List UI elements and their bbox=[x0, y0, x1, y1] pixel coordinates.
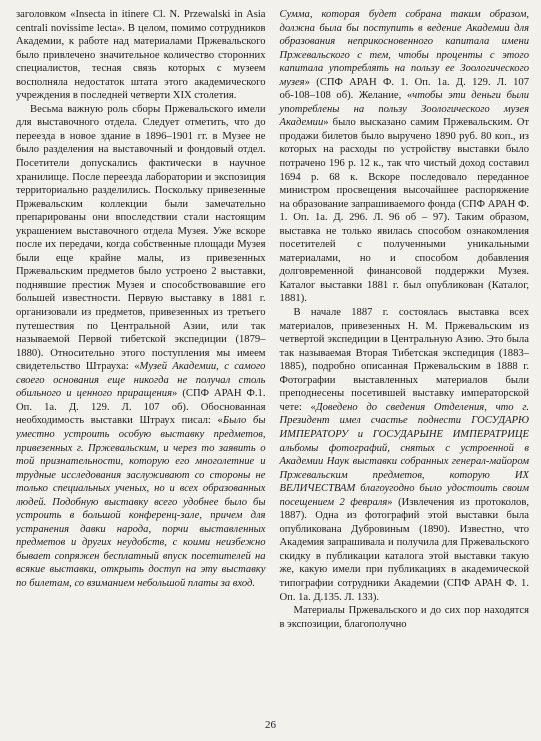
text-columns bbox=[16, 8, 529, 713]
body-text: » было высказано самим Пржевальским. От продажи билетов было выручено 1890 руб. 80 коп., из которых на расходы по устройству выставки было потрачено 196 р. 12 к., так что чистый доход составил 1694 р. 68 к. Вскоре последовало переданное министром просвещения высочайшее распоряжение на образование запрашиваемого фонда (СПФ АРАН Ф. 1. Оп. 1а. Д. 296. Л. 96 об – 97). Таким образом, выставка не только явилась способом ознакомления посетителей с полученными уникальными материалами, но и способом добавления долговременной финансовой поддержки Музея. Каталог выставки 1881 г. был опубликован (Каталог, 1881). bbox=[279, 117, 529, 305]
quoted-text: Доведено до сведения Отделения, что г. Президент имел счастье поднести ГОСУДАРЮ ИМПЕРАТОРУ и ГОСУДАРЫНЕ ИМПЕРАТРИЦЕ альбомы фотографий, снятых с устроенной в Академии Наук выставки собранных генерал-майором Пржевальским предметов, которую ИХ ВЕЛИЧЕСТВАМ благоугодно было удостоить своим посещением 2 февраля bbox=[279, 401, 529, 508]
body-text: Весьма важную роль сборы Пржевальского имели для выставочного отдела. Следует отметить, что до переезда в новое здание в 1896–1901 гг. в Музее не было разделения на выставочный и фондовый отдел. Посетители допускались фактически в научное хранилище. После переезда лаборатории и экспозиция территориально разделились. Поскольку привезенные Пржевальским коллекции были замечательно препарированы они впоследствии стали настоящим украшением выставочного отдела Музея. Уже вскоре после их передачи, когда собственные площади Музея были еще крайне малы, из привезенных Пржевальским предметов было устроено 2 выставки, поднявшие престиж Музея и способствовавшие его большей известности. Первую выставку в 1881 г. организовали из предметов, привезенных из третьего путешествия по Центральной Азии, или так называемой Первой тибетской экспедиции (1879–1880). Относительно этого поступления мы имеем свидетельство Штрауха: « bbox=[16, 103, 266, 373]
body-text: » (Извлечения из протоколов, 1887). Одна из фотографий этой выставки была опубликована Дубровиным (1890). Известно, что Академия запрашивала и получила для Пржевальского скидку в публикации каталога этой выставки такую же, какую имели при публикациях в академической типографии сотрудники Академии (СПФ АРАН Ф. 1. Оп. 1а. Д.135. Л. 133). bbox=[279, 496, 529, 603]
paragraph bbox=[16, 8, 266, 103]
paragraph bbox=[280, 306, 530, 604]
quoted-text: чтобы эти деньги были употреблены на пользу Зоологического музея Академии bbox=[279, 90, 529, 129]
body-text: » (СПФ АРАН Ф. 1. Оп. 1а. Д. 129. Л. 107 об-108–108 об). Желание, « bbox=[279, 76, 529, 102]
quoted-text: Было бы уместно устроить особую выставку предметов, привезенных г. Пржевальским, и через то заявить о той признательности, которую его многолетние и трудные исследования заслуживают со стороны не только специальных ученых, но и всех образованных людей. Подобную выставку всего удобнее было бы устроить в большой конференц-зале, причем для устранения давки народа, порчи выставленных предметов и других неудобств, с коими неизбежно бывает сопряжен бесплатный впуск посетителей на всякие выставки, открыть доступ на эту выставку по билетам, со взиманием небольшой платы за вход. bbox=[16, 415, 266, 589]
body-text: » (СПФ АРАН Ф.1. Оп. 1а. Д. 129. Л. 107 об). Обоснованная необходимость выставки Штраух писал: « bbox=[16, 388, 266, 427]
quoted-text: Сумма, которая будет собрана таким образом, должна была бы поступить в ведение Академии для образования неприкосновенного капитала имени Пржевальского с тем, чтобы проценты с этого капитала употреблять на пользу ее Зоологического музея bbox=[279, 9, 529, 88]
paragraph bbox=[280, 8, 530, 306]
body-text: В начале 1887 г. состоялась выставка всех материалов, привезенных Н. М. Пржевальским из четвертой экспедиции в Центральную Азию. Это была так называемая Вторая Тибетская экспедиция (1883–1885), подробно описанная Пржевальским в 1888 г. Фотографии выставленных материалов были преподнесены посетившей выставку императорской чете: « bbox=[279, 307, 529, 413]
quoted-text: Музей Академии, с самого своего основания еще никогда не получал столь обильного и ценного приращения bbox=[16, 361, 266, 400]
paragraph bbox=[280, 604, 530, 631]
body-text: заголовком «Insecta in itinere Cl. N. Przewalski in Asia centrali novissime lecta». В целом, помимо сотрудников Академии, к работе над материалами Пржевальского было привлечено значительное количество сторонних специалистов, тесная связь которых с музеем восполняла недостаток штата этого академического учреждения в последней четверти XIX столетия. bbox=[16, 9, 266, 102]
right-column bbox=[280, 8, 530, 713]
body-text: Материалы Пржевальского и до сих пор находятся в экспозиции, благополучно bbox=[279, 605, 529, 630]
paragraph bbox=[16, 103, 266, 591]
left-column bbox=[16, 8, 266, 713]
page-number: 26 bbox=[265, 719, 276, 731]
